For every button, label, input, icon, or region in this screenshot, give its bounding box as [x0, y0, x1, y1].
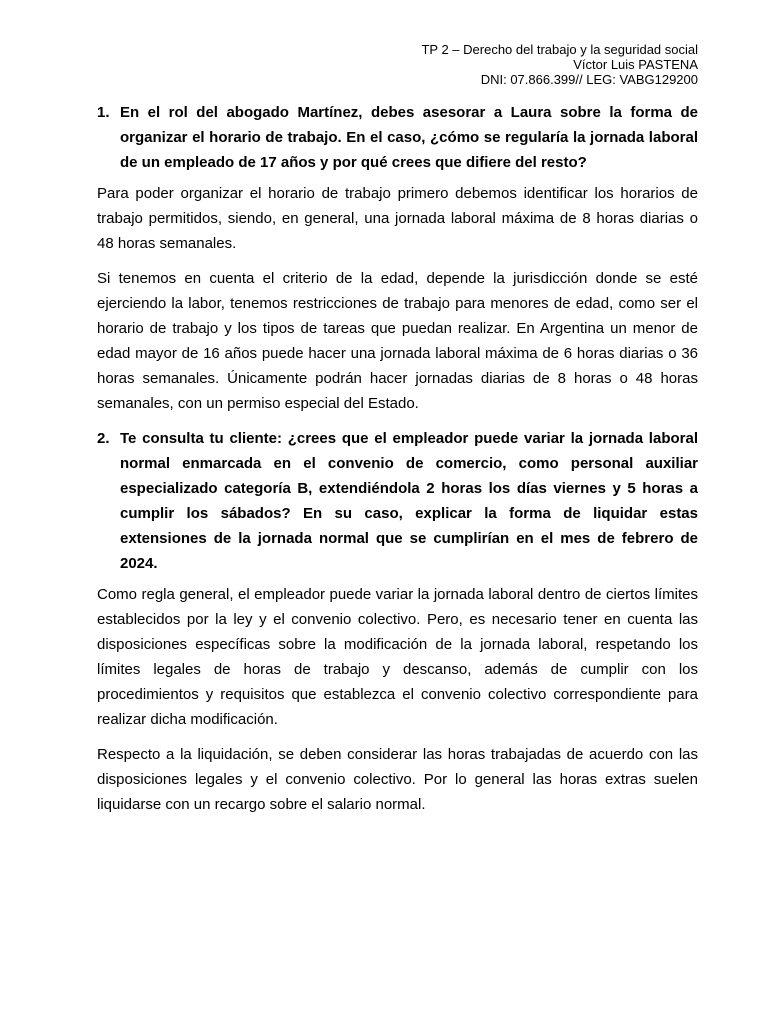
document-body: [97, 100, 698, 827]
header-course-title: TP 2 – Derecho del trabajo y la seguridad social: [421, 42, 698, 57]
question-text: Te consulta tu cliente: ¿crees que el empleador puede variar la jornada laboral normal enmarcada en el convenio de comercio, como personal auxiliar especializado categoría B, extendiéndola 2 horas los días viernes y 5 horas a cumplir los sábados? En su caso, explicar la forma de liquidar estas extensiones de la jornada normal que se cumplirían en el mes de febrero de 2024.: [120, 430, 698, 572]
question-text: En el rol del abogado Martínez, debes asesorar a Laura sobre la forma de organizar el horario de trabajo. En el caso, ¿cómo se regularía la jornada laboral de un empleado de 17 años y por qué crees que difiere del resto?: [120, 104, 698, 171]
answer-paragraph: Para poder organizar el horario de trabajo primero debemos identificar los horarios de trabajo permitidos, siendo, en general, una jornada laboral máxima de 8 horas diarias o 48 horas semanales.: [97, 185, 698, 252]
question-2: [97, 426, 698, 576]
answer-paragraph: Como regla general, el empleador puede variar la jornada laboral dentro de ciertos límites establecidos por la ley y el convenio colectivo. Pero, es necesario tener en cuenta las disposiciones específicas sobre la modificación de la jornada laboral, respetando los límites legales de horas de trabajo y descanso, además de cumplir con los procedimientos y requisitos que establezca el convenio colectivo correspondiente para realizar dicha modificación.: [97, 586, 698, 728]
question-number: 2.: [97, 430, 110, 447]
question-number: 1.: [97, 104, 110, 121]
document-header: [421, 42, 698, 87]
header-author-name: Víctor Luis PASTENA: [573, 57, 698, 72]
question-1: [97, 100, 698, 175]
answer-paragraph: Respecto a la liquidación, se deben considerar las horas trabajadas de acuerdo con las disposiciones legales y el convenio colectivo. Por lo general las horas extras suelen liquidarse con un recargo sobre el salario normal.: [97, 746, 698, 813]
answer-paragraph: Si tenemos en cuenta el criterio de la edad, depende la jurisdicción donde se esté ejerciendo la labor, tenemos restricciones de trabajo para menores de edad, como ser el horario de trabajo y los tipos de tareas que puedan realizar. En Argentina un menor de edad mayor de 16 años puede hacer una jornada laboral máxima de 6 horas diarias o 36 horas semanales. Únicamente podrán hacer jornadas diarias de 8 horas o 48 horas semanales, con un permiso especial del Estado.: [97, 270, 698, 412]
header-student-id: DNI: 07.866.399// LEG: VABG129200: [480, 72, 698, 87]
